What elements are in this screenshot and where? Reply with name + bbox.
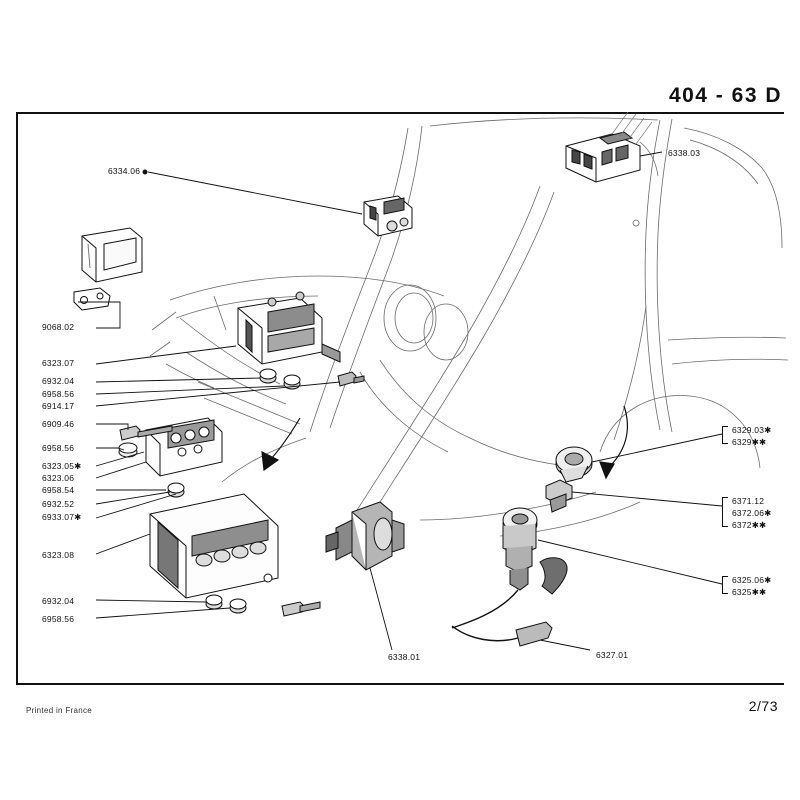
ref-label-6933-07: 6933.07✱ [42,512,82,522]
ref-label-6327-01: 6327.01 [596,650,629,660]
ref-label-9068-02: 9068.02 [42,322,75,332]
ref-label-6932-04-b: 6932.04 [42,596,75,606]
ref-label-6958-56-c: 6958.56 [42,614,75,624]
ref-label-6958-54: 6958.54 [42,485,75,495]
ref-label-6958-56-b: 6958.56 [42,443,75,453]
ref-label-6323-07: 6323.07 [42,358,75,368]
ref-label-6372-06: 6372.06✱ [732,508,772,518]
ref-label-6338-01: 6338.01 [388,652,421,662]
ref-label-6329-03: 6329.03✱ [732,425,772,435]
ref-label-6371-12: 6371.12 [732,496,765,506]
ref-label-6329: 6329✱✱ [732,437,767,447]
ref-label-6909-46: 6909.46 [42,419,75,429]
ref-label-6323-05: 6323.05✱ [42,461,82,471]
ref-label-6914-17: 6914.17 [42,401,75,411]
bracket-6329 [722,426,728,444]
ref-label-6325: 6325✱✱ [732,587,767,597]
ref-label-6932-52: 6932.52 [42,499,75,509]
ref-label-6932-04: 6932.04 [42,376,75,386]
ref-label-6323-06: 6323.06 [42,473,75,483]
ref-label-6334-06: 6334.06 [108,166,141,176]
ref-label-6958-56: 6958.56 [42,389,75,399]
ref-label-6372: 6372✱✱ [732,520,767,530]
page-number: 2/73 [748,698,778,714]
ref-label-6325-06: 6325.06✱ [732,575,772,585]
ref-label-6323-08: 6323.08 [42,550,75,560]
bracket-6325 [722,576,728,594]
ref-label-6338-03: 6338.03 [668,148,701,158]
bracket-6372 [722,497,728,527]
page-title: 404 - 63 D [668,84,782,107]
printed-in-note: Printed in France [26,706,93,715]
